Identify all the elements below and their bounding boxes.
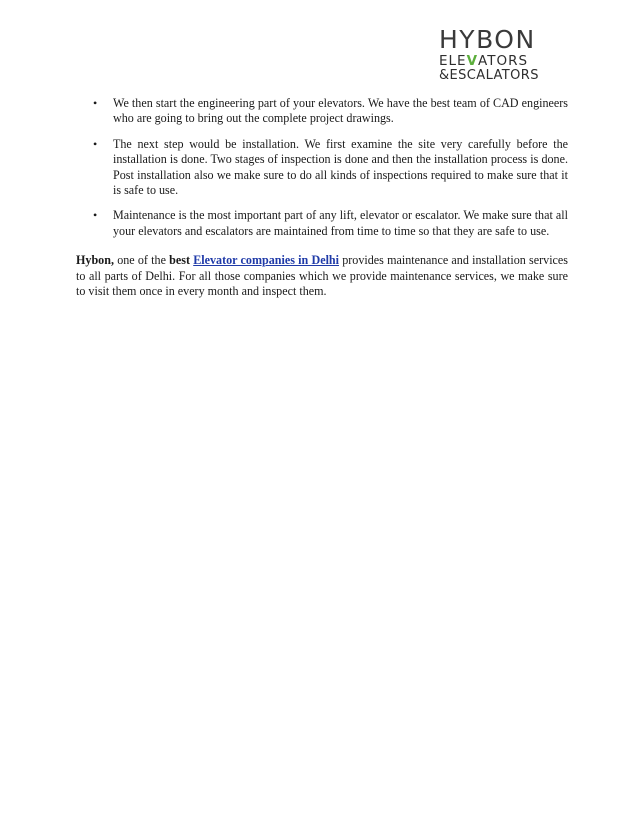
logo-line-hybon: HYBON (439, 26, 536, 54)
hybon-logo (438, 26, 568, 82)
best-word: best (169, 253, 190, 268)
hybon-logo-graphic (438, 26, 568, 82)
bullet-text: We then start the engineering part of your elevators. We have the best team of CAD engineers who are going to bring out the complete project drawings. (113, 96, 568, 126)
bullet-text: The next step would be installation. We first examine the site very carefully before the installation is done. Two stages of inspection is done and then the installation process is done. Post installation also we make sure to do all kinds of inspections required to make sure that it is safe to use. (113, 136, 568, 198)
document-body (76, 96, 568, 299)
bullet-icon: • (93, 136, 98, 151)
bullet-item-maintenance (76, 208, 568, 239)
paragraph-text-2: provides maintenance and installation services to all parts of Delhi. For all those companies which we provide maintenance services, we make sure to visit them once in every month and inspect them. (76, 253, 568, 299)
bullet-icon: • (93, 208, 98, 223)
bullet-icon: • (93, 96, 98, 110)
elevator-companies-link[interactable]: Elevator companies in Delhi (193, 253, 340, 268)
paragraph-text-1: one of the (113, 253, 170, 268)
logo-line-elevators: ELEVATORS (439, 53, 529, 69)
bullet-text: Maintenance is the most important part of any lift, elevator or escalator. We make sure that all your elevators and escalators are maintained from time to time so that they are safe to use. (113, 208, 568, 238)
brand-name: Hybon, (76, 253, 114, 268)
bullet-item-engineering (76, 96, 568, 127)
logo-line-escalators: &ESCALATORS (439, 68, 539, 82)
bullet-item-installation (76, 137, 568, 199)
bullet-list (76, 96, 568, 239)
summary-paragraph (76, 253, 568, 299)
